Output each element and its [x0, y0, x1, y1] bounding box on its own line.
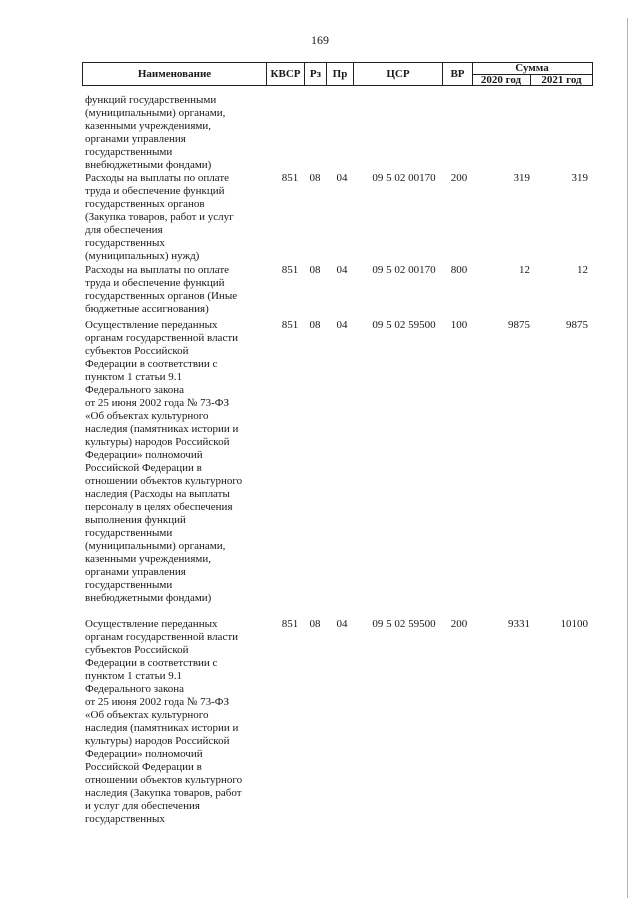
cell-csr: 09 5 02 00170	[372, 264, 436, 276]
cell-2021: 10100	[560, 618, 588, 630]
row-name-line: субъектов Российской	[85, 644, 189, 656]
cell-vr: 100	[450, 319, 468, 331]
row-name-line: Федерации» полномочий	[85, 449, 203, 461]
row-name-line: государственными	[85, 527, 173, 539]
header-name: Наименование	[137, 68, 212, 80]
row-name-line: Расходы на выплаты по оплате	[85, 264, 230, 276]
cell-pr: 04	[336, 618, 348, 630]
cell-csr: 09 5 02 59500	[372, 319, 436, 331]
row-name-line: субъектов Российской	[85, 345, 189, 357]
row-name-line: Федерации» полномочий	[85, 748, 203, 760]
cell-2021: 9875	[566, 319, 588, 331]
row-name-line: государственных органов	[85, 198, 205, 210]
row-name-line: внебюджетными фондами)	[85, 159, 212, 171]
header-kvsr: КВСР	[266, 63, 304, 85]
row-name-line: наследия (Расходы на выплаты	[85, 488, 230, 500]
row-name-line: органам государственной власти	[85, 332, 239, 344]
row-name-line: Федерации в соответствии с	[85, 358, 218, 370]
cell-rz: 08	[309, 172, 321, 184]
cell-vr: 800	[450, 264, 468, 276]
row-name-line: (муниципальными) органами,	[85, 540, 226, 552]
cell-csr: 09 5 02 00170	[372, 172, 436, 184]
row-name-line: «Об объектах культурного	[85, 410, 209, 422]
row-name-line: Российской Федерации в	[85, 462, 202, 474]
row-name-line: культуры) народов Российской	[85, 436, 230, 448]
row-name-line: пунктом 1 статьи 9.1	[85, 371, 183, 383]
cell-kvsr: 851	[281, 319, 299, 331]
row-name-line: пунктом 1 статьи 9.1	[85, 670, 183, 682]
row-name-line: Расходы на выплаты по оплате	[85, 172, 230, 184]
row-name-line: наследия (памятниках истории и	[85, 722, 239, 734]
page-number: 169	[311, 33, 329, 47]
row-name-line: Российской Федерации в	[85, 761, 202, 773]
row-name-line: внебюджетными фондами)	[85, 592, 212, 604]
row-name-line: государственных органов (Иные	[85, 290, 238, 302]
cell-vr: 200	[450, 172, 468, 184]
header-sum: Сумма	[515, 62, 549, 74]
row-name-line: от 25 июня 2002 года № 73-ФЗ	[85, 397, 229, 409]
cell-2021: 319	[571, 172, 588, 184]
row-name-line: отношении объектов культурного	[85, 774, 243, 786]
cell-rz: 08	[309, 618, 321, 630]
cell-kvsr: 851	[281, 618, 299, 630]
header-2020: 2020 год	[480, 74, 522, 86]
cell-kvsr: 851	[281, 264, 299, 276]
row-name-line: (муниципальных) нужд)	[85, 250, 200, 262]
row-name-line: казенными учреждениями,	[85, 553, 211, 565]
cell-csr: 09 5 02 59500	[372, 618, 436, 630]
row-name-line: (муниципальными) органами,	[85, 107, 226, 119]
header-pr: Пр	[326, 63, 353, 85]
row-name-line: государственными	[85, 579, 173, 591]
cell-2020: 9331	[508, 618, 530, 630]
row-name-line: для обеспечения	[85, 224, 163, 236]
cell-kvsr: 851	[281, 172, 299, 184]
row-name-line: органам государственной власти	[85, 631, 239, 643]
row-name-line: наследия (памятниках истории и	[85, 423, 239, 435]
cell-rz: 08	[309, 319, 321, 331]
row-name-line: наследия (Закупка товаров, работ	[85, 787, 242, 799]
cell-2020: 319	[513, 172, 530, 184]
header-vr: ВР	[442, 63, 472, 85]
row-name-line: органами управления	[85, 566, 186, 578]
row-name-line: государственных	[85, 813, 165, 825]
row-name-line: отношении объектов культурного	[85, 475, 243, 487]
cell-2021: 12	[577, 264, 588, 276]
row-name-line: государственных	[85, 237, 165, 249]
row-name-line: казенными учреждениями,	[85, 120, 211, 132]
header-csr: ЦСР	[353, 63, 442, 85]
row-name-line: труда и обеспечение функций	[85, 277, 225, 289]
row-name-line: и услуг для обеспечения	[85, 800, 200, 812]
row-name-line: государственными	[85, 146, 173, 158]
scan-edge-line	[627, 18, 628, 898]
row-name-line: персоналу в целях обеспечения	[85, 501, 233, 513]
row-name-line: Федерации в соответствии с	[85, 657, 218, 669]
row-name-line: (Закупка товаров, работ и услуг	[85, 211, 234, 223]
row-name-line: Федерального закона	[85, 384, 185, 396]
row-name-line: Федерального закона	[85, 683, 185, 695]
cell-rz: 08	[309, 264, 321, 276]
cell-pr: 04	[336, 319, 348, 331]
row-name-line: функций государственными	[85, 94, 217, 106]
cell-pr: 04	[336, 172, 348, 184]
header-rz: Рз	[304, 63, 326, 85]
table-header	[82, 62, 593, 86]
row-name-line: от 25 июня 2002 года № 73-ФЗ	[85, 696, 229, 708]
cell-vr: 200	[450, 618, 468, 630]
row-name-line: выполнения функций	[85, 514, 186, 526]
row-name-line: Осуществление переданных	[85, 319, 218, 331]
row-name-line: труда и обеспечение функций	[85, 185, 225, 197]
cell-2020: 9875	[508, 319, 530, 331]
row-name-line: бюджетные ассигнования)	[85, 303, 209, 315]
row-name-line: Осуществление переданных	[85, 618, 218, 630]
header-2021: 2021 год	[541, 74, 582, 86]
row-name-line: культуры) народов Российской	[85, 735, 230, 747]
cell-2020: 12	[519, 264, 530, 276]
row-name-line: органами управления	[85, 133, 186, 145]
cell-pr: 04	[336, 264, 348, 276]
row-name-line: «Об объектах культурного	[85, 709, 209, 721]
